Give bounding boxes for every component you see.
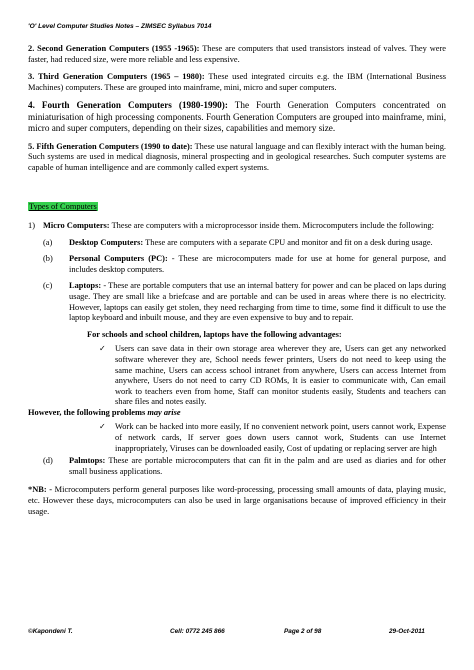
page-header: 'O' Level Computer Studies Notes – ZIMSEC Syllabus 7014 <box>28 23 212 30</box>
laptops-item <box>28 281 446 323</box>
list-marker: 1) <box>28 220 35 230</box>
advantages-text: Users can save data in their own storage area wherever they are, Users can get any networked software wherever they are, School needs fewer printers, Users do not need to keep using the same machine, Users can access school intranet from anywhere, Users can access Internet from anywhere, Users do not need to carry CD ROMs, It is easier to communicate with, Can email work to teachers even from home, Staff can monitor students easily, Students and teachers can share files and notes easily. <box>115 344 446 407</box>
footer-cell: Cell: 0772 245 866 <box>170 628 225 635</box>
footer-date: 29-Oct-2011 <box>389 628 425 635</box>
palmtops-item <box>28 456 446 477</box>
list-marker: (b) <box>43 254 53 264</box>
section-gap <box>28 180 446 202</box>
generation-2-title: 2. Second Generation Computers (1955 -1965): <box>28 44 200 53</box>
check-icon: ✓ <box>99 422 106 432</box>
palmtops-title: Palmtops: <box>69 456 106 466</box>
generation-2-paragraph <box>28 44 446 65</box>
personal-computers-paragraph <box>69 254 446 275</box>
laptops-title: Laptops: <box>69 281 102 291</box>
list-marker: (a) <box>43 237 53 247</box>
generation-4-title: 4. Fourth Generation Computers (1980-1990): <box>28 100 228 111</box>
laptops-body: - These are portable computers that use an internal battery for power and can be placed on laps during usage. They are small like a briefcase and are portable and can be used in areas where there is no electricity. However, laptops can easily get stolen, they need recharging from time to time, some find it difficult to use the laptop keyboard and inbuilt mouse, and they are even expensive to buy and to repair. <box>69 281 447 323</box>
problems-heading <box>28 408 446 419</box>
personal-computers-title: Personal Computers (PC): <box>69 254 168 264</box>
nb-paragraph <box>28 485 446 517</box>
generation-5-paragraph <box>28 142 446 174</box>
list-marker: (d) <box>43 456 53 466</box>
footer-author: ©Kapondeni T. <box>28 628 73 635</box>
generation-3-body: These used integrated circuits e.g. the IBM (International Business Machines) computers. These are grouped into mainframe, mini, micro and super computers. <box>28 72 446 92</box>
types-heading-row <box>28 202 446 213</box>
list-marker: (c) <box>43 281 53 291</box>
laptop-advantages-heading: For schools and school children, laptops have the following advantages: <box>87 329 342 339</box>
desktop-computers-item <box>28 238 446 249</box>
problems-heading-bold: However, the following problems <box>28 407 146 417</box>
personal-computers-body: - These are microcomputers made for use at home for general purpose, and includes desktop computers. <box>69 254 446 274</box>
micro-computers-title: Micro Computers: <box>43 220 110 230</box>
desktop-computers-paragraph <box>69 238 446 249</box>
problems-text: Work can be hacked into more easily, If no convenient network point, users cannot work, Expense of network cards, If server goes down users cannot work, Students can use Internet inappropriately, Viruses can be downloaded easily, Cost of updating or replacing server are high <box>115 422 446 453</box>
nb-body: Microcomputers perform general purposes like word-processing, processing small amounts of data, playing music, etc. However these days, microcomputers can also be used in large organisations because of improved efficiency in their usage. <box>28 485 446 516</box>
generation-4-body: The Fourth Generation Computers concentrated on miniaturisation of high processing components. Fourth Generation Computers are grouped into mainframe, mini, micro and super computers, depending on their sizes, capabilities and memory size. <box>28 100 446 134</box>
palmtops-paragraph <box>69 456 446 477</box>
advantages-bullet <box>28 344 446 408</box>
generation-5-body: These use natural language and can flexibly interact with the human being. Such systems are used in medical diagnosis, mineral prospecting and in geological researches. Such computer systems are capable of human intelligence and are commonly called expert systems. <box>28 141 446 172</box>
micro-computers-paragraph <box>43 221 446 232</box>
footer-page: Page 2 of 98 <box>284 628 322 635</box>
palmtops-body: These are portable microcomputers that can fit in the palm and are used as diaries and for other small business applications. <box>69 456 446 476</box>
types-of-computers-heading: Types of Computers <box>29 202 97 212</box>
nb-title: *NB: - <box>28 485 53 495</box>
generation-3-title: 3. Third Generation Computers (1965 – 1980): <box>28 72 205 82</box>
micro-computers-body: These are computers with a microprocessor inside them. Microcomputers include the following: <box>111 220 434 230</box>
generation-4-paragraph <box>28 100 446 134</box>
check-icon: ✓ <box>99 344 106 354</box>
generation-2-body: These are computers that used transistors instead of valves. They were faster, had reduced size, were more reliable and less expensive. <box>28 44 446 64</box>
desktop-computers-body: These are computers with a separate CPU and monitor and fit on a desk during usage. <box>145 237 433 247</box>
laptops-paragraph <box>69 281 446 323</box>
problems-heading-italic: may arise <box>147 407 181 417</box>
page-content <box>28 44 446 517</box>
micro-computers-item <box>28 221 446 232</box>
personal-computers-item <box>28 254 446 275</box>
desktop-computers-title: Desktop Computers: <box>69 237 144 247</box>
generation-5-title: 5. Fifth Generation Computers (1990 to date): <box>28 141 193 151</box>
generation-3-paragraph <box>28 72 446 93</box>
problems-bullet <box>28 422 446 454</box>
